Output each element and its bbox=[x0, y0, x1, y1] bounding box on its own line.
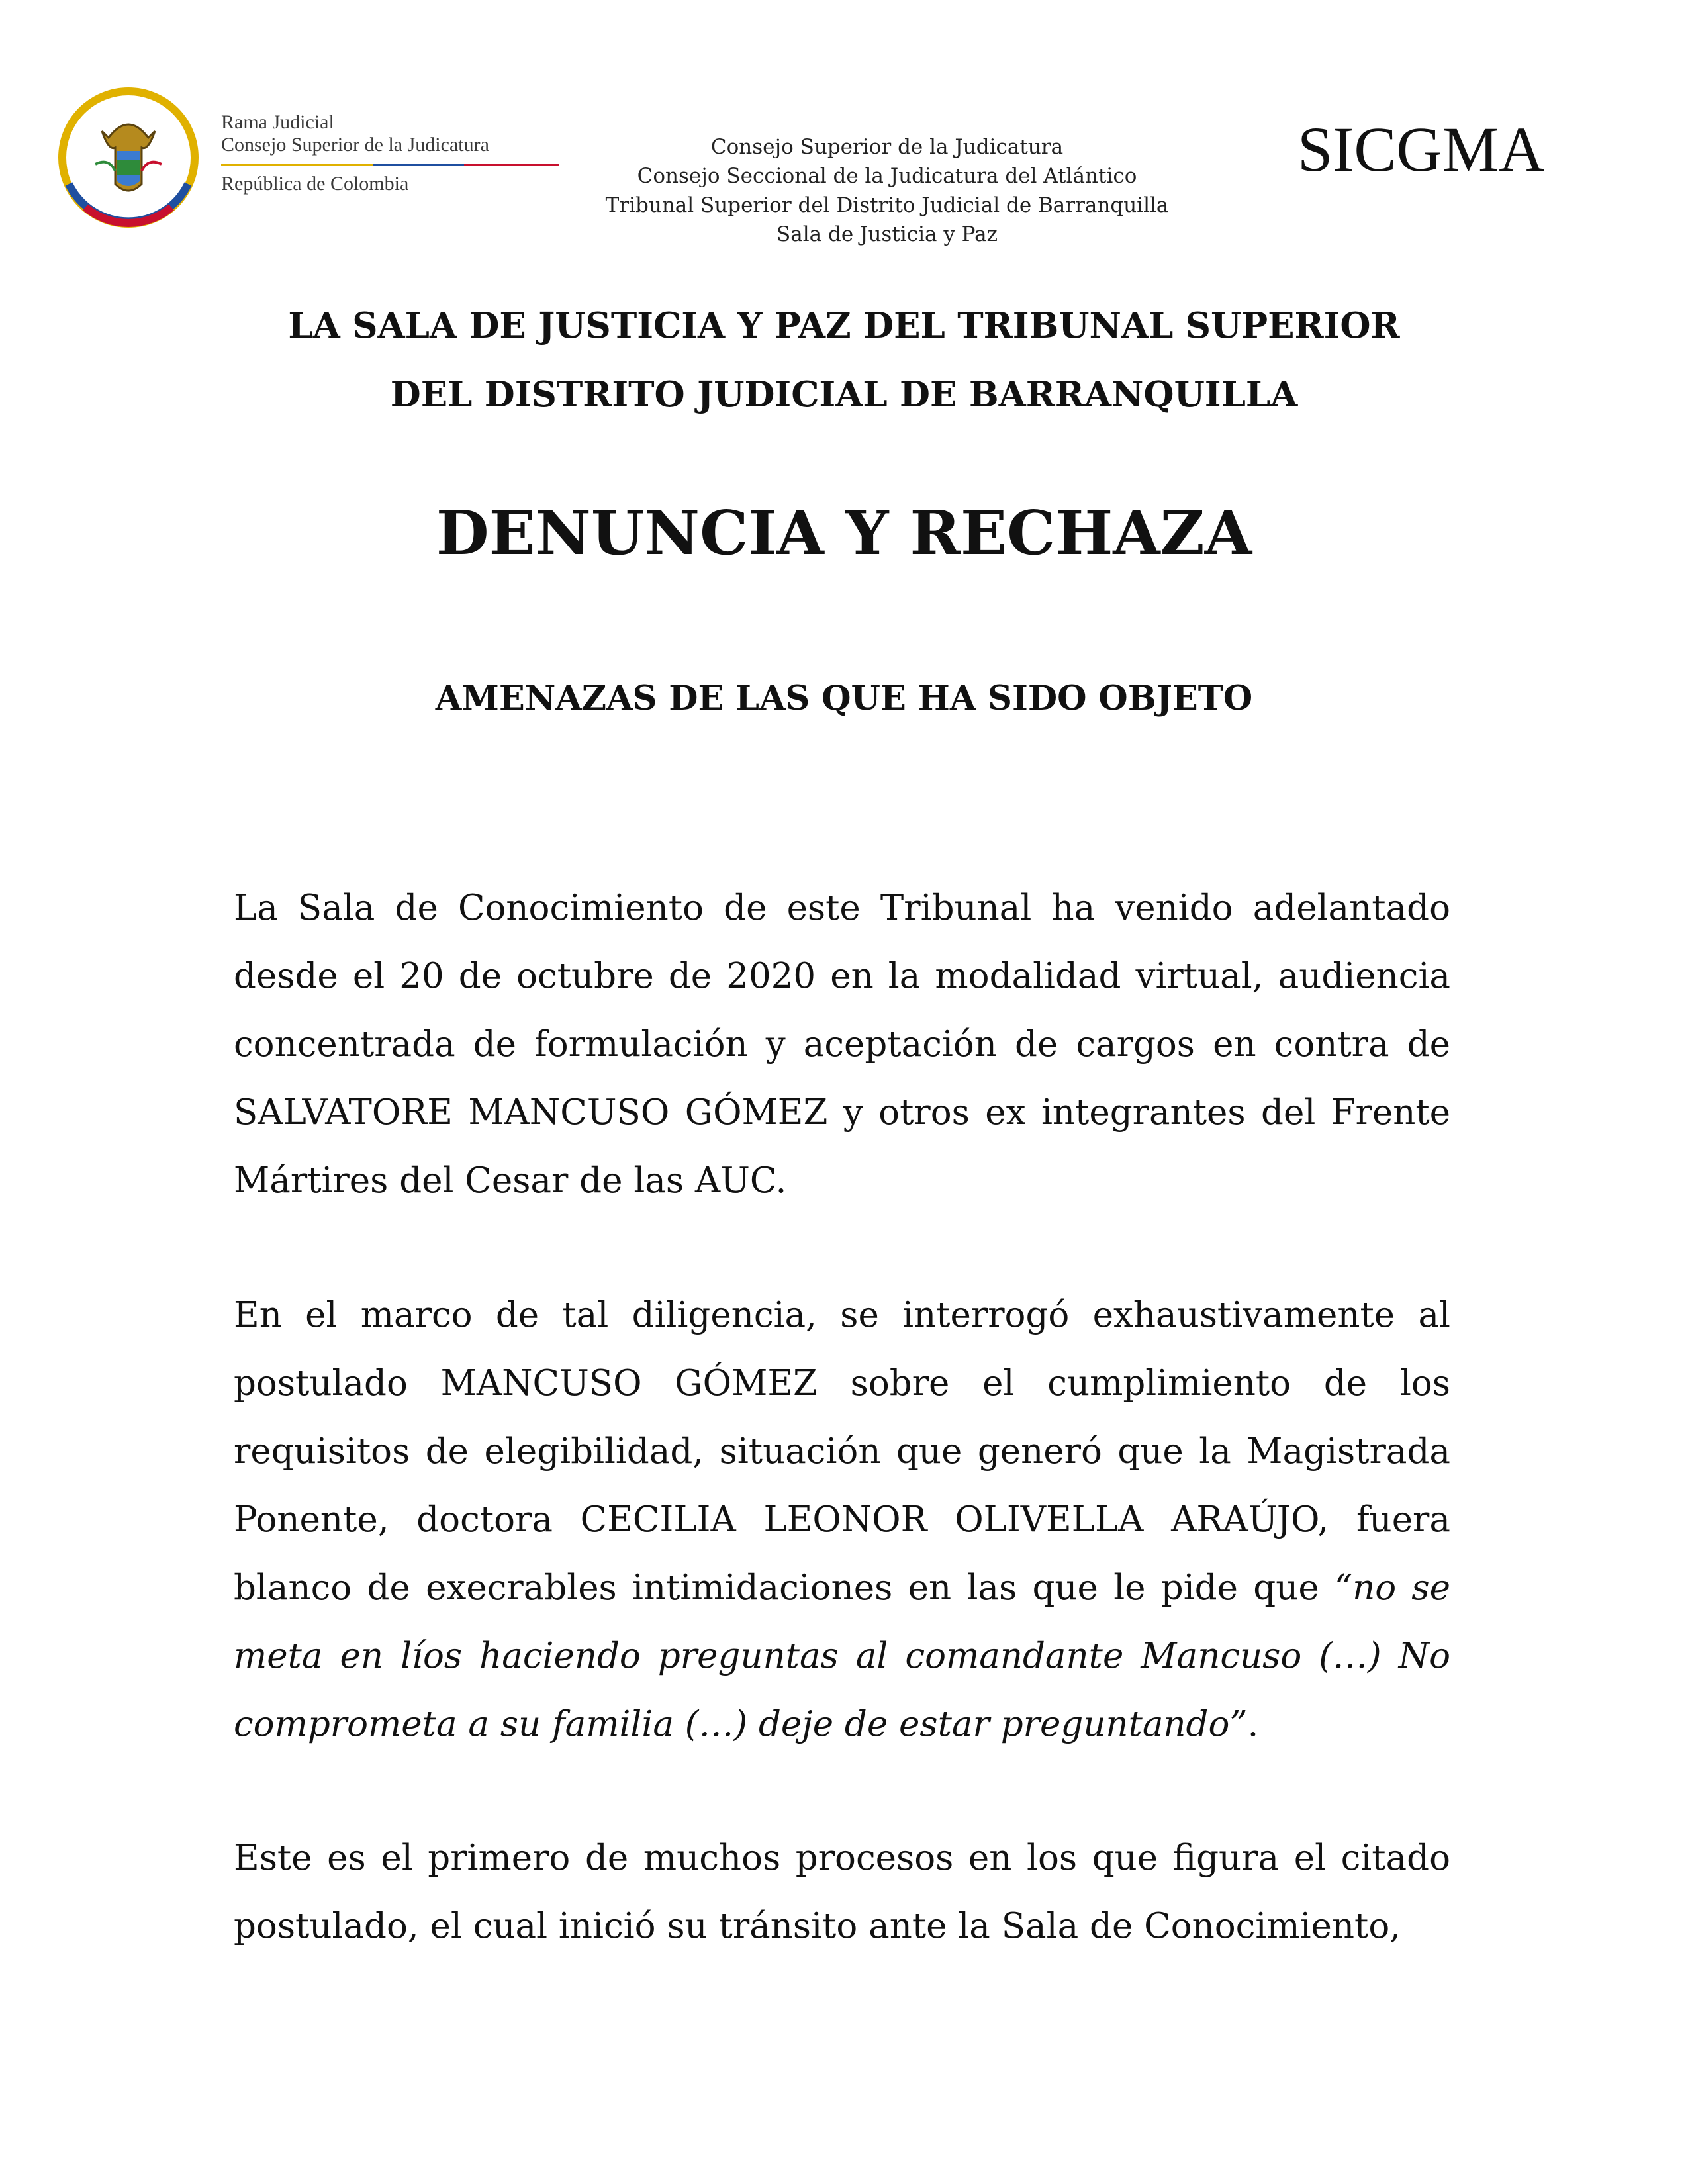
logo-flag-rule bbox=[221, 164, 559, 166]
logo-line-2: Consejo Superior de la Judicatura bbox=[221, 134, 489, 156]
paragraph-2-quote: “no se meta en líos haciendo preguntas al comandante Mancuso (…) No comprometa a su familia (…) deje de estar preguntando” bbox=[234, 1568, 1450, 1744]
rama-judicial-logo bbox=[56, 85, 559, 237]
paragraph-2-text: En el marco de tal diligencia, se interrogó exhaustivamente al postulado MANCUSO GÓMEZ sobre el cumplimiento de los requisitos de elegibilidad, situación que generó que la Magistrada Ponente, doctora CECILIA LEONOR OLIVELLA ARAÚJO, fuera blanco de execrables intimidaciones en las que le pide que bbox=[234, 1295, 1450, 1608]
header-line: Consejo Seccional de la Judicatura del Atlántico bbox=[637, 164, 1137, 188]
paragraph-3-text: Este es el primero de muchos procesos en los que figura el citado postulado, el cual inició su tránsito ante la Sala de Conocimiento, bbox=[234, 1838, 1450, 1946]
header-institution-lines bbox=[516, 132, 1258, 249]
colombia-coat-of-arms-icon bbox=[56, 85, 201, 230]
logo-text bbox=[221, 111, 559, 195]
paragraph-2-end: . bbox=[1247, 1704, 1259, 1744]
paragraph-1 bbox=[234, 874, 1450, 1215]
title-line-1: LA SALA DE JUSTICIA Y PAZ DEL TRIBUNAL SUPERIOR bbox=[288, 305, 1400, 346]
paragraph-1-text: La Sala de Conocimiento de este Tribunal ha venido adelantado desde el 20 de octubre de 2020 en la modalidad virtual, audiencia concentrada de formulación y aceptación de cargos en contra de SALVATORE MANCUSO GÓMEZ y otros ex integrantes del Frente Mártires del Cesar de las AUC. bbox=[234, 888, 1450, 1201]
header-line: Consejo Superior de la Judicatura bbox=[710, 135, 1064, 159]
logo-line-1: Rama Judicial bbox=[221, 111, 334, 133]
title-line-2: DEL DISTRITO JUDICIAL DE BARRANQUILLA bbox=[390, 374, 1298, 415]
subheading: AMENAZAS DE LAS QUE HA SIDO OBJETO bbox=[435, 679, 1253, 718]
document-title bbox=[0, 291, 1688, 429]
paragraph-2 bbox=[234, 1281, 1450, 1758]
header-line: Sala de Justicia y Paz bbox=[776, 222, 998, 246]
headline: DENUNCIA Y RECHAZA bbox=[436, 497, 1252, 569]
sicgma-label: SICGMA bbox=[1297, 114, 1545, 185]
logo-line-3: República de Colombia bbox=[221, 173, 409, 195]
header-line: Tribunal Superior del Distrito Judicial de Barranquilla bbox=[605, 193, 1169, 217]
paragraph-3 bbox=[234, 1824, 1450, 1960]
